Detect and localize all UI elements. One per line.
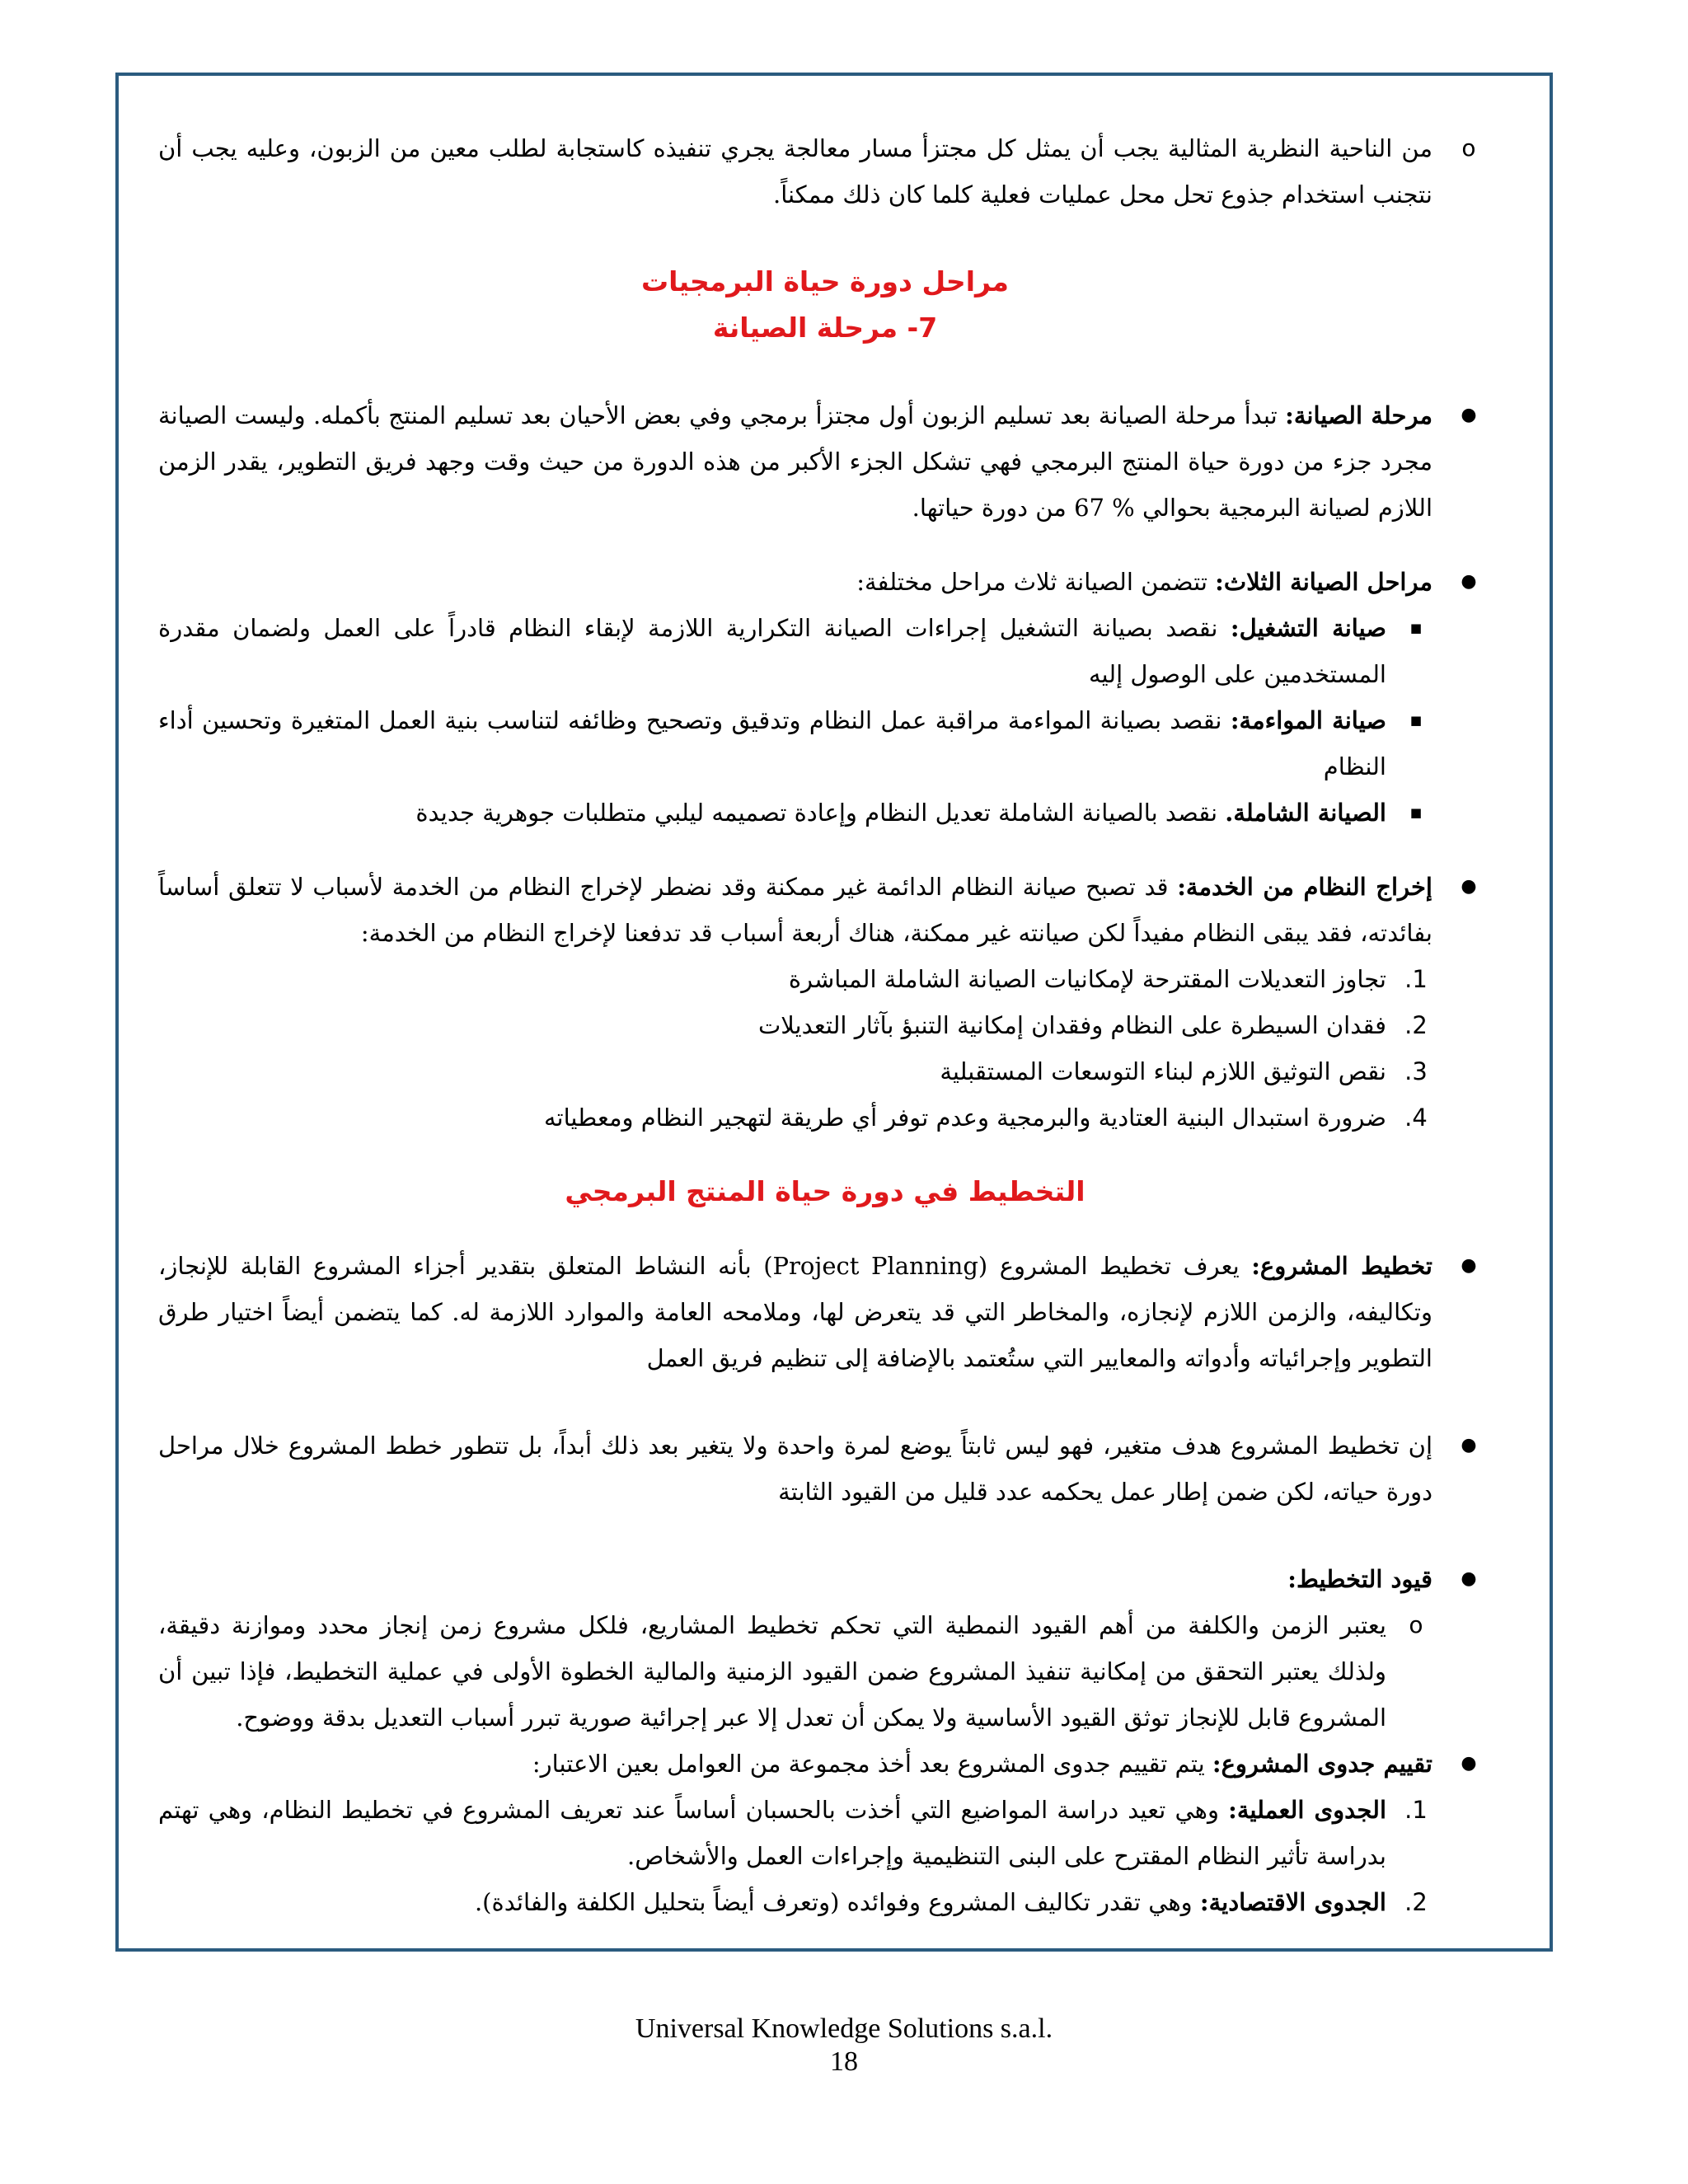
page-frame [115,73,1553,1952]
project-planning-paragraph [158,1243,1492,1381]
decommission-term: إخراج النظام من الخدمة: [1177,873,1432,901]
list-item [158,956,1492,1002]
feasibility-paragraph [158,1741,1492,1787]
item-term: الجدوى الاقتصادية: [1199,1888,1386,1916]
decommission-text: قد تصبح صيانة النظام الدائمة غير ممكنة وقد نضطر لإخراج النظام من الخدمة لأسباب لا تتعلق أساساً بفائدته، فقد يبقى النظام مفيداً لكن صيانته غير ممكنة، هناك أربعة أسباب قد تدفعنا لإخراج النظام من الخدمة: [158,873,1432,947]
circle-bullet-icon: o [1461,134,1476,162]
bullet-icon: ● [1461,876,1477,897]
maintenance-phase-text: تبدأ مرحلة الصيانة بعد تسليم الزبون أول مجتزأ برمجي وفي بعض الأحيان بعد تسليم المنتج بأكمله. وليست الصيانة مجرد جزء من دورة حياة المنتج البرمجي فهي تشكل الجزء الأكبر من هذه الدورة من حيث وقت وجهد فريق التطوير، يقدر الزمن اللازم لصيانة البرمجية بحوالي % 67 من دورة حياتها. [158,401,1432,522]
square-bullet-icon: ■ [1409,713,1423,728]
item-term: صيانة التشغيل: [1230,614,1386,642]
three-phases-term: مراحل الصيانة الثلاث: [1215,568,1432,596]
list-number: 2. [1404,1011,1428,1039]
item-text: نقصد بصيانة التشغيل إجراءات الصيانة التكرارية اللازمة لإبقاء النظام قادراً على العمل ولضمان مقدرة المستخدمين على الوصول إليه [158,614,1386,688]
item-text: نقصد بصيانة المواءمة مراقبة عمل النظام وتدقيق وتصحيح وظائفه لتناسب بنية العمل المتغيرة وتحسين أداء النظام [158,706,1386,780]
intro-text: من الناحية النظرية المثالية يجب أن يمثل كل مجتزأ مسار معالجة يجري تنفيذه كاستجابة لطلب معين من الزبون، وعليه يجب أن نتجنب استخدام جذوع تحل محل عمليات فعلية كلما كان ذلك ممكناً. [158,134,1432,209]
item-text: وهي تقدر تكاليف المشروع وفوائده (وتعرف أيضاً بتحليل الكلفة والفائدة). [474,1888,1200,1916]
list-number: 4. [1404,1104,1428,1132]
maintenance-phase-term: مرحلة الصيانة: [1285,401,1432,429]
list-item [158,1879,1492,1925]
item-term: صيانة المواءمة: [1230,706,1386,734]
constraints-heading [158,1556,1492,1602]
bullet-icon: ● [1461,571,1477,592]
item-text: وهي تعيد دراسة المواضيع التي أخذت بالحسبان أساساً عند تعريف المشروع في تخطيط النظام، وهي تهتم بدراسة تأثير النظام المقترح على البنى التنظيمية وإجراءات العمل والأشخاص. [158,1796,1386,1870]
heading-planning: التخطيط في دورة حياة المنتج البرمجي [565,1175,1085,1207]
item-term: الجدوى العملية: [1228,1796,1386,1824]
feasibility-text: يتم تقييم جدوى المشروع بعد أخذ مجموعة من العوامل بعين الاعتبار: [532,1750,1212,1778]
page-number: 18 [830,2046,858,2077]
project-planning-term: تخطيط المشروع: [1251,1252,1433,1280]
constraints-text: يعتبر الزمن والكلفة من أهم القيود النمطية التي تحكم تخطيط المشاريع، فلكل مشروع زمن إنجاز محدد وموازنة دقيقة، ولذلك يعتبر التحقق من إمكانية تنفيذ المشروع ضمن القيود الزمنية والمالية الخطوة الأولى في عملية التخطيط، فإذا تبين أن المشروع قابل للإنجاز توثق القيود الأساسية ولا يمكن أن تعدل إلا عبر إجرائية صورية تبرر أسباب التعديل بدقة ووضوح. [158,1611,1386,1732]
heading-maintenance: 7- مرحلة الصيانة [712,312,938,344]
item-text: فقدان السيطرة على النظام وفقدان إمكانية التنبؤ بآثار التعديلات [757,1011,1386,1039]
item-text: نقصد بالصيانة الشاملة تعديل النظام وإعادة تصميمه ليلبي متطلبات جوهرية جديدة [415,799,1226,827]
three-phases-text: تتضمن الصيانة ثلاث مراحل مختلفة: [856,568,1216,596]
variable-goal-text: إن تخطيط المشروع هدف متغير، فهو ليس ثابتاً يوضع لمرة واحدة ولا يتغير بعد ذلك أبداً، بل تتطور خطط المشروع خلال مراحل دورة حياته، لكن ضمن إطار عمل يحكمه عدد قليل من القيود الثابتة [158,1432,1432,1506]
list-item [158,790,1492,836]
item-text: نقص التوثيق اللازم لبناء التوسعات المستقبلية [940,1057,1386,1085]
circle-bullet-icon: o [1409,1611,1423,1638]
project-planning-text: يعرف تخطيط المشروع (Project Planning) بأنه النشاط المتعلق بتقدير أجزاء المشروع القابلة للإنجاز، وتكاليفه، والزمن اللازم لإنجازه، والمخاطر التي قد يتعرض لها، وملامحه العامة والموارد اللازمة له. كما يتضمن أيضاً اختيار طرق التطوير وإجرائياته وأدواته والمعايير التي ستُعتمد بالإضافة إلى تنظيم فريق العمل [158,1252,1432,1372]
square-bullet-icon: ■ [1409,805,1423,820]
maintenance-phase-paragraph [158,392,1492,531]
bullet-icon: ● [1461,1255,1477,1276]
list-number: 3. [1404,1057,1428,1085]
list-number: 2. [1404,1888,1428,1916]
intro-paragraph [158,125,1492,218]
footer-company: Universal Knowledge Solutions s.a.l. [635,2013,1053,2044]
list-number: 1. [1404,965,1428,993]
list-item [158,1094,1492,1141]
item-text: تجاوز التعديلات المقترحة لإمكانيات الصيانة الشاملة المباشرة [788,965,1386,993]
list-item [158,1602,1492,1741]
bullet-icon: ● [1461,405,1477,425]
document-body [119,76,1550,1948]
decommission-paragraph [158,864,1492,956]
feasibility-term: تقييم جدوى المشروع: [1212,1750,1432,1778]
list-number: 1. [1404,1796,1428,1824]
heading-lifecycle: مراحل دورة حياة البرمجيات [641,265,1009,298]
square-bullet-icon: ■ [1409,621,1423,635]
three-phases-paragraph [158,559,1492,605]
bullet-icon: ● [1461,1568,1477,1589]
bullet-icon: ● [1461,1753,1477,1774]
list-item [158,1787,1492,1879]
list-item [158,697,1492,790]
variable-goal-paragraph [158,1422,1492,1515]
constraints-term: قيود التخطيط: [1287,1565,1432,1593]
bullet-icon: ● [1461,1435,1477,1455]
item-text: ضرورة استبدال البنية العتادية والبرمجية وعدم توفر أي طريقة لتهجير النظام ومعطياته [543,1104,1386,1132]
item-term: الصيانة الشاملة. [1225,799,1386,827]
list-item [158,1048,1492,1094]
list-item [158,1002,1492,1048]
list-item [158,605,1492,697]
